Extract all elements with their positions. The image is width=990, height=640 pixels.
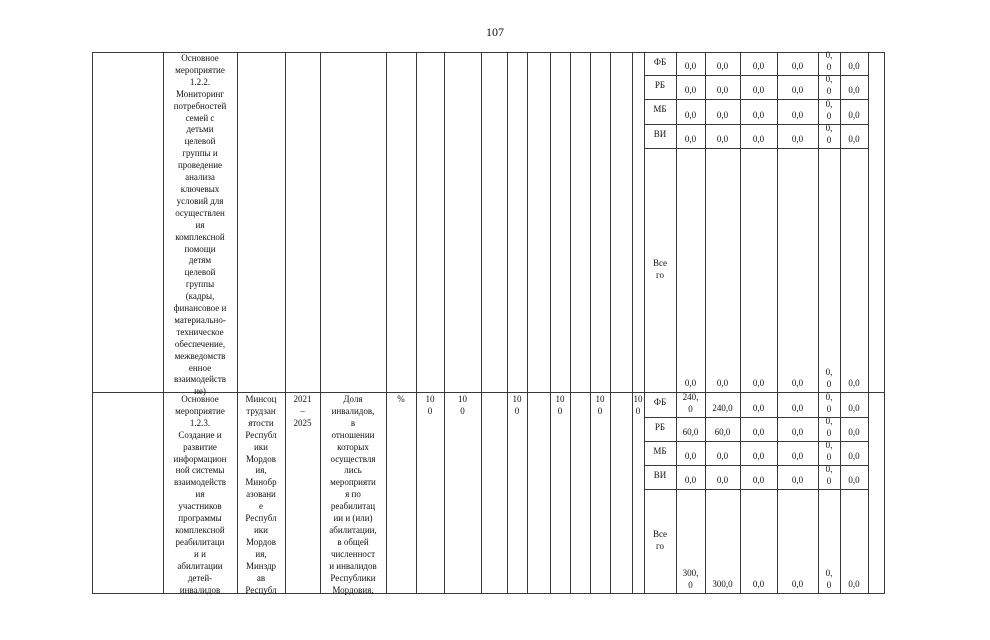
funding-value: 0,0 (752, 378, 765, 388)
funding-value: 0,0 (684, 134, 697, 144)
funding-value: 0,0 (684, 110, 697, 120)
table-vline (386, 52, 387, 594)
funding-value: 0,0 (791, 427, 804, 437)
funding-value: 0,0 (848, 427, 860, 437)
measure-name: Основное мероприятие 1.2.2. Мониторинг потребностей семей с детьми целевой группы и проведение анализа ключевых условий для осуществлен ия комплексной помощи детям целевой группы (кадры, финансовое и материально- техническое обеспечение, межведомств енное взаимодейств ие) (173, 53, 227, 397)
funding-value: 0,0 (848, 134, 860, 144)
funding-value: 0, 0 (825, 568, 833, 590)
funding-value: 0,0 (684, 85, 697, 95)
funding-value: 0,0 (716, 85, 729, 95)
table-vline (868, 52, 869, 594)
measure-name: Основное мероприятие 1.2.3. Создание и развитие информацион ной системы взаимодейств ия участников программы комплексной реабилитаци и и абилитации детей- инвалидов (173, 394, 227, 595)
funding-value: 0,0 (752, 403, 765, 413)
target-value: 10 0 (595, 394, 605, 416)
funding-source: МБ (653, 446, 667, 456)
funding-value: 0, 0 (825, 367, 833, 389)
funding-source: РБ (654, 422, 666, 432)
target-value: 10 0 (458, 394, 467, 416)
funding-value: 0,0 (791, 403, 804, 413)
funding-value: 0,0 (716, 378, 729, 388)
funding-source: ФБ (653, 57, 667, 67)
target-value: 10 0 (425, 394, 435, 416)
funding-value: 0, 0 (825, 464, 833, 486)
funding-value: 0,0 (848, 403, 860, 413)
table-vline (632, 52, 633, 594)
funding-value: 0,0 (684, 475, 697, 485)
funding-value: 0,0 (791, 579, 804, 589)
page-number: 107 (486, 25, 504, 39)
target-value: 10 0 (555, 394, 565, 416)
funding-value: 0, 0 (825, 123, 833, 145)
funding-value: 0,0 (848, 378, 860, 388)
funding-value: 0,0 (752, 579, 765, 589)
table-hline (644, 148, 869, 149)
funding-value: 0,0 (684, 378, 697, 388)
funding-value: 0,0 (684, 451, 697, 461)
table-vline (285, 52, 286, 594)
table-vline (527, 52, 528, 594)
table-vline (610, 52, 611, 594)
table-vline (590, 52, 591, 594)
funding-value: 0,0 (752, 61, 765, 71)
table-vline (444, 52, 445, 594)
funding-value: 0,0 (791, 110, 804, 120)
funding-value: 0,0 (752, 427, 765, 437)
funding-value: 0, 0 (825, 99, 833, 121)
funding-value: 0,0 (848, 61, 860, 71)
indicator: Доля инвалидов, в отношении которых осуществля лись мероприяти я по реабилитац ии и (или) абилитации, в общей численност и инвалидов Республики Мордовия, (329, 394, 377, 595)
funding-value: 0,0 (716, 475, 729, 485)
funding-value: 60,0 (682, 427, 699, 437)
funding-value: 0,0 (684, 61, 697, 71)
funding-value: 0,0 (791, 85, 804, 95)
funding-source: ФБ (653, 397, 667, 407)
table-vline (481, 52, 482, 594)
funding-value: 0, 0 (825, 392, 833, 414)
funding-value: 0,0 (848, 451, 860, 461)
funding-source: Все го (652, 529, 668, 551)
table-vline (416, 52, 417, 594)
executor: Минсоц трудзан ятости Республ ики Мордов ия, Минобр азовани е Республ ики Мордов ия, Минздр ав Республ (245, 394, 277, 595)
funding-value: 0,0 (716, 61, 729, 71)
table-vline (570, 52, 571, 594)
table-hline (644, 489, 869, 490)
table-vline (884, 52, 885, 594)
funding-source: ВИ (653, 129, 667, 139)
funding-value: 0,0 (848, 85, 860, 95)
funding-value: 0,0 (848, 579, 860, 589)
funding-value: 0,0 (791, 451, 804, 461)
funding-value: 0,0 (752, 85, 765, 95)
funding-value: 0,0 (752, 475, 765, 485)
funding-value: 0,0 (791, 61, 804, 71)
funding-source: МБ (653, 104, 667, 114)
table-hline (92, 392, 885, 393)
funding-value: 0,0 (752, 110, 765, 120)
funding-value: 0, 0 (825, 50, 833, 72)
funding-value: 0,0 (791, 378, 804, 388)
funding-value: 0,0 (752, 451, 765, 461)
funding-value: 240, 0 (682, 392, 699, 414)
period: 2021 – 2025 (293, 394, 312, 428)
table-vline (92, 52, 93, 594)
table-vline (550, 52, 551, 594)
funding-value: 0,0 (791, 475, 804, 485)
funding-source: Все го (652, 258, 668, 280)
funding-value: 0, 0 (825, 440, 833, 462)
unit: % (397, 394, 405, 404)
funding-source: ВИ (653, 470, 667, 480)
funding-value: 0, 0 (825, 74, 833, 96)
target-value: 10 0 (512, 394, 522, 416)
funding-value: 300, 0 (682, 568, 699, 590)
target-value: 10 0 (633, 394, 643, 416)
funding-value: 0,0 (716, 451, 729, 461)
funding-value: 0,0 (848, 475, 860, 485)
funding-value: 0,0 (848, 110, 860, 120)
funding-value: 0, 0 (825, 416, 833, 438)
funding-value: 0,0 (716, 134, 729, 144)
funding-value: 60,0 (714, 427, 731, 437)
table-vline (507, 52, 508, 594)
funding-value: 0,0 (752, 134, 765, 144)
funding-value: 300,0 (712, 579, 733, 589)
funding-value: 0,0 (716, 110, 729, 120)
funding-source: РБ (654, 80, 666, 90)
funding-value: 240,0 (712, 403, 733, 413)
funding-value: 0,0 (791, 134, 804, 144)
